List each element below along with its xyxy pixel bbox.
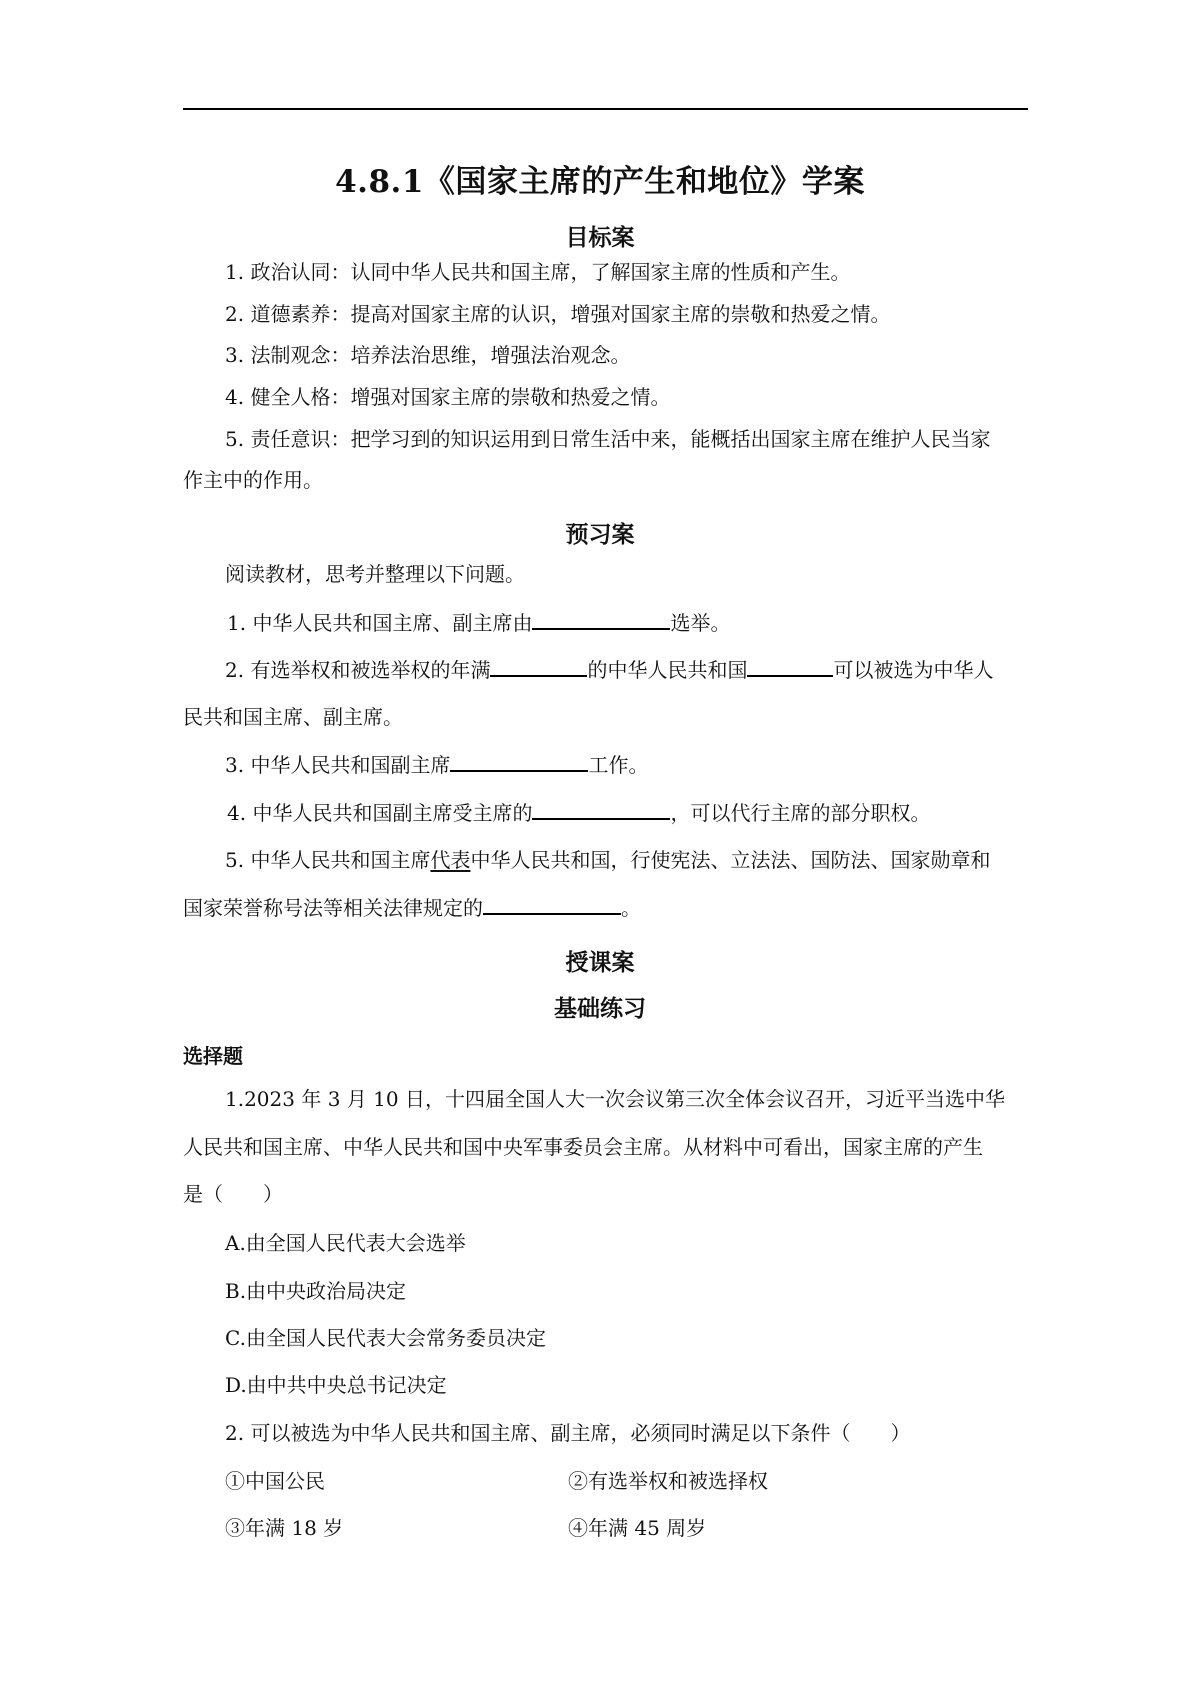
answer-blank[interactable] bbox=[483, 895, 621, 915]
preview-q2-text-mid: 的中华人民共和国 bbox=[587, 658, 748, 682]
goal-item-5: 5. 责任意识：把学习到的知识运用到日常生活中来，能概括出国家主席在维护人民当家 bbox=[225, 427, 991, 451]
goals-heading: 目标案 bbox=[565, 224, 635, 251]
question-2-stem: 2. 可以被选为中华人民共和国主席、副主席，必须同时满足以下条件（ ） bbox=[225, 1421, 911, 1445]
preview-q2-text: 2. 有选举权和被选举权的年满 bbox=[225, 658, 491, 682]
preview-q5 bbox=[225, 847, 990, 873]
preview-q5-underlined: 代表 bbox=[430, 848, 471, 872]
preview-q4-text: 4. 中华人民共和国副主席受主席的 bbox=[227, 801, 533, 825]
preview-q3 bbox=[225, 752, 648, 778]
question-1-line-3: 是（ ） bbox=[183, 1182, 283, 1206]
goal-item-2: 2. 道德素养：提高对国家主席的认识，增强对国家主席的崇敬和热爱之情。 bbox=[225, 302, 891, 326]
page-title: 4.8.1《国家主席的产生和地位》学案 bbox=[335, 164, 865, 200]
answer-blank[interactable] bbox=[490, 657, 587, 677]
goal-item-4: 4. 健全人格：增强对国家主席的崇敬和热爱之情。 bbox=[225, 385, 671, 409]
preview-q1-text-end: 选举。 bbox=[670, 611, 731, 635]
answer-blank[interactable] bbox=[747, 657, 833, 677]
preview-q5-cont-end: 。 bbox=[621, 896, 641, 920]
preview-q4 bbox=[227, 800, 930, 826]
q2-item-1: ①中国公民 bbox=[225, 1469, 325, 1493]
preview-q3-text-end: 工作。 bbox=[588, 753, 649, 777]
preview-q1 bbox=[227, 610, 730, 636]
section-label: 选择题 bbox=[183, 1044, 243, 1068]
q2-item-4: ④年满 45 周岁 bbox=[568, 1516, 707, 1540]
option-b[interactable]: B.由中央政治局决定 bbox=[225, 1279, 407, 1303]
header-rule bbox=[183, 108, 1028, 110]
q2-item-2: ②有选举权和被选择权 bbox=[568, 1469, 768, 1493]
preview-q5-cont bbox=[183, 895, 641, 921]
preview-q5-text: 5. 中华人民共和国主席 bbox=[225, 848, 431, 872]
preview-intro: 阅读教材，思考并整理以下问题。 bbox=[225, 562, 525, 586]
preview-q3-text: 3. 中华人民共和国副主席 bbox=[225, 753, 451, 777]
preview-q4-text-end: ，可以代行主席的部分职权。 bbox=[670, 801, 931, 825]
option-d[interactable]: D.由中共中央总书记决定 bbox=[225, 1373, 447, 1397]
lesson-heading: 授课案 bbox=[565, 949, 635, 976]
preview-q2-cont: 民共和国主席、副主席。 bbox=[183, 705, 403, 729]
preview-q5-cont-text: 国家荣誉称号法等相关法律规定的 bbox=[183, 896, 483, 920]
answer-blank[interactable] bbox=[450, 752, 588, 772]
answer-blank[interactable] bbox=[532, 610, 670, 630]
option-a[interactable]: A.由全国人民代表大会选举 bbox=[225, 1231, 466, 1255]
answer-blank[interactable] bbox=[532, 800, 670, 820]
preview-heading: 预习案 bbox=[565, 521, 635, 548]
q2-item-3: ③年满 18 岁 bbox=[225, 1516, 344, 1540]
preview-q5-text-end: 中华人民共和国，行使宪法、立法法、国防法、国家勋章和 bbox=[470, 848, 991, 872]
preview-q2-text-end: 可以被选为中华人 bbox=[833, 658, 994, 682]
preview-q1-text: 1. 中华人民共和国主席、副主席由 bbox=[227, 611, 533, 635]
goal-item-3: 3. 法制观念：培养法治思维，增强法治观念。 bbox=[225, 343, 631, 367]
question-1-line-2: 人民共和国主席、中华人民共和国中央军事委员会主席。从材料中可看出，国家主席的产生 bbox=[183, 1135, 983, 1159]
option-c[interactable]: C.由全国人民代表大会常务委员决定 bbox=[225, 1326, 546, 1350]
question-1-line-1: 1.2023 年 3 月 10 日，十四届全国人大一次会议第三次全体会议召开，习近平当选中华 bbox=[225, 1087, 1005, 1111]
goal-item-5-cont: 作主中的作用。 bbox=[183, 468, 323, 492]
preview-q2 bbox=[225, 657, 993, 683]
practice-heading: 基础练习 bbox=[554, 995, 646, 1022]
goal-item-1: 1. 政治认同：认同中华人民共和国主席，了解国家主席的性质和产生。 bbox=[225, 260, 851, 284]
